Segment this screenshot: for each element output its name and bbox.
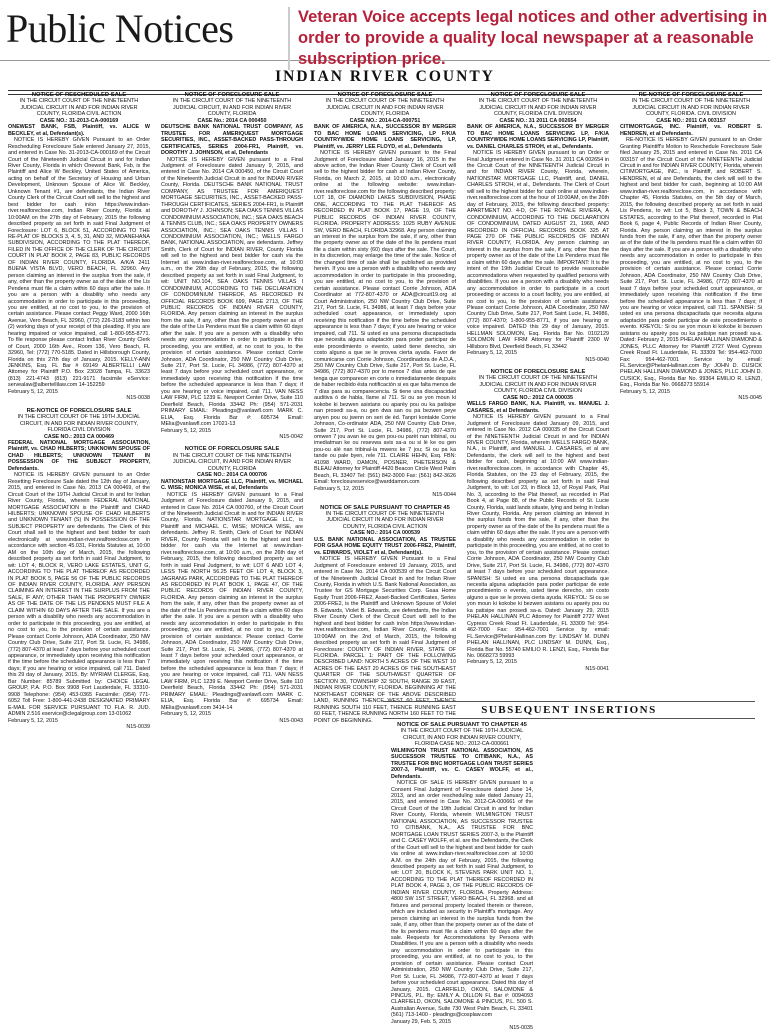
notice-case: CASE NO.: 2012 CA 000035 [503, 394, 573, 401]
column-1 [8, 92, 150, 1016]
notice-parties: BANK OF AMERICA, N.A., SUCCESSOR BY MERGER TO BAC HOME LOANS SERVICING, LP F/K/A COUNTRYWIDE HOME LOANS SERVICING, LP, Plaintiff, vs. JERRY LEE FLOYD, et al., Defendants [314, 124, 456, 150]
notice-title: RE-NOTICE OF FORECLOSURE SALE [638, 92, 744, 98]
notice-case: CASE NO.: 2014-CA-000751 [349, 117, 421, 124]
notice-case: CASE No.: 2014 CA 000450 [197, 117, 267, 124]
notice-parties: ONEWEST BANK, FSB, Plaintiff, vs. ALICE W BECKLEY, et al, Defendant(s). [8, 124, 150, 137]
notice [620, 92, 762, 402]
notice [161, 92, 303, 440]
notice-parties: DEUTSCHE BANK NATIONAL TRUST COMPANY, AS TRUSTEE FOR AMERIQUEST MORTGAGE SECURITIES, INC., ASSET-BACKED PASS-THROUGH CERTIFICATES, SERIES 2004-FR1, Plaintiff, vs. DOROTHY J. JOHNSON, et al, Defendants [161, 124, 303, 157]
notice-date: February 5, 12, 2015 [314, 485, 365, 492]
notice [314, 92, 456, 499]
notice-body: NOTICE IS HEREBY GIVEN pursuant to the Final Judgment of Foreclosure dated January 16, 2015 in the above action, the Indian River County Clerk of Court will sell to the highest bidder for cash at Indian River County, Florida, on March 2, 2015, at 10:00 a.m., electronically online at the following website: www.indian-river.realforeclose.com for the following described property: LOT 18, OF DIAMOND LAKES SUBDIVISION, PHASE ONE, ACCORDING TO THE PLAT THEREOF AS RECORDED IN PLAT BOOK 17, PAGE 19, OF THE PUBLIC RECORDS OF INDIAN RIVER COUNTY, FLORIDA. PROPERTY ADDRESS: 1025 RUBY AVENUE SW, VERO BEACH, FLORIDA 32968. Any person claiming an interest in the surplus from the sale, if any, other than the property owner as of the date of the lis pendens must file a claim within sixty (60) days after the sale. The Court, in its discretion, may enlarge the time of the sale. Notice of the changed time of sale shall be published as provided herein. If you are a person with a disability who needs any accommodation in order to participate in this proceeding, you are entitled, at no cost to you, to the provision of certain assistance. Please contact Corrie Johnson, ADA Coordinator at 772-807-4370 or ADA@circuit19.org at Court Administration, 250 NW Country Club Drive, Suite 217, Port St. Lucie, FL 34986, at least 7 days before your scheduled court appearance, or immediately upon receiving this notification if the time before the scheduled appearance is less than 7 days; if you are hearing or voice impaired, call 711. Si usted es una persona discapacitada que necesita alguna adaptación para poder participar de este procedimiento o evento, usted tiene derecho, sin costo alguno a que se le provea cierta ayuda. Favor de comunicarse con Corrie Johnson, Coordinadora de A.D.A., 250 NW Country Club Drive, Suite 217, Port St. Lucie, FL 34986, (772) 807-4370 por lo menos 7 días antes de que tenga que comparecer en corte o inmediatamente después de haber recibido ésta notificación si es que falta menos de 7 días para su comparecencia. Si tiene una discapacidad auditiva ó de habla, llame al 711. Si ou se yon moun ki kokobe ki bezwen asistans ou aparèy pou ou ka patisipe nan prosedi sa-a, ou gen dwa san ou pa bezwen peye anyen pou ou jwenn on seri de èd. Tanpri kontakte Corrie Johnson, Co-ordinator ADA, 250 NW Country Club Drive, Suite 217, Port St. Lucie, FL 34986, (772) 807-4370 omwen 7 jou avan ke ou gen pou-ou parèt nan tribinal, ou imediatman ke ou resevwa avis sa-a ou si lè ke ou gen pou-ou alé nan tribinal-la mwens ke 7 jou; Si ou pa ka tande ou pale byen, rele 711. CLAIRE HEHN, Esq. FBN: 41098 WARD, DAMON, POSNER, PHETERSON & BLEAU Attorney for Plaintiff 4420 Beacon Circle West Palm Beach, FL 33407 Tel: (561) 842-3000 Fax: (561) 842-3626 Email: foreclosureservice@warddamon.com [314, 150, 456, 486]
notice-title: NOTICE OF FORECLOSURE SALE [490, 92, 586, 98]
notice-code: N15-0044 [432, 492, 456, 499]
notice-case: CASE NO.: 31 2011 CA 002654 [499, 117, 577, 124]
notice-case: CASE NO.: 2011 CA 003157 [656, 117, 726, 124]
notice-parties: CITIMORTGAGE, INC. Plaintiff, vs. ROBERT S. HENDREN, et al Defendants. [620, 124, 762, 137]
notice-body: NOTICE IS HEREBY GIVEN pursuant to a Final Judgment of Foreclosure dated January 09, 2015, and entered in Case No. 2012 CA 000035 of the Circuit Court of the NINETEENTH Judicial Circuit in and for INDIAN RIVER COUNTY, Florida, wherein WELLS FARGO BANK, N.A., is Plaintiff, and MANUEL J. CASARES, et al are Defendants, the clerk will sell to the highest and best bidder for cash, beginning at 10:00 AM www.indian-river.realforeclose.com, in accordance with Chapter 45, Florida Statutes, on the 23 day of February, 2015, the following described property as set forth in said Final Judgment, to wit: Lot 23, in Block 13, of Royal Park, Plat No. 3, according to the Plat thereof, as recorded in Plat Book 4, at Page 88, of the Public Records of St. Lucie County, Florida, said lands situate, lying and being in Indian River County, Florida. Any person claiming an interest in the surplus funds from the sale, if any, other than the property owner as of the date of the lis pendens must file a claim within 60 days after the sale. If you are a person with a disability who needs any accommodation in order to participate in this proceeding, you are entitled, at no cost to you, to the provision of certain assistance. Please contact Corrie Johnson, ADA Coordinator, 250 NW Country Club Drive, Suite 217, Port St. Lucie, FL 34986, (772) 807-4370 at least 7 days before your scheduled court appearance. SPANISH: Si usted es una persona discapacitada que necesita alguna adaptación para poder participar de este procedimiento o evento, usted tiene derecho, sin costo alguno a que se le provea cierta ayuda. KREYOL: Si ou se yon moun ki kokobe ki bezwen asistans ou aparèy pou ou ka patisipe nan prosedi sa-a. Dated: January 29, 2015 PHELAN HALLINAN PLC Attorney for Plaintiff 2727 West Cypress Creek Road Ft. Lauderdale, FL 33309 Tel: 954-462-7000 Fax: 954-462-7001 Service by email: FL.Service@PhelanHallinan.com By: LINDSAY M. DUNN PHELAN HALLINAN, PLC LINDSAY M. DUNN, Esq., Florida Bar No. 55740 EMILIO R. LENZI, Esq., Florida Bar No. 0668273 59993 [467, 414, 609, 659]
notice-parties: BANK OF AMERICA, N.A., SUCCESSOR BY MERGER TO BAC HOME LOANS SERVICING LP, F/K/A COUNTRYWIDE HOME LOANS SERVICING LP, Plaintiff, vs. DANIEL CHARLES STROH, et al., Defendants. [467, 124, 609, 150]
notice-court: IN THE CIRCUIT COURT OF THE 19TH JUDICIAL CIRCUIT, IN AND FOR INDIAN RIVER COUNTY, FLORIDA CIVIL DIVISION [17, 414, 141, 434]
notice-court: IN THE CIRCUIT COURT OF THE NINETEENTH JUDICIAL CIRCUIT, IN AND FOR INDIAN RIVER COUNTY, FLORIDA [172, 98, 292, 118]
notice-date: February 5, 12, 2015 [467, 350, 518, 357]
notice [161, 446, 303, 723]
notice-date: February 5, 12, 2015 [161, 427, 212, 434]
notice-code: N15-0035 [509, 1025, 533, 1032]
notice-parties: WILMINGTON TRUST NATIONAL ASSOCIATION, AS SUCCESSOR TRUSTEE TO CITIBANK, N.A., AS TRUSTEE FOR BNC MORTGAGE LOAN TRUST SERIES 2007-3, Plaintiff, vs. C. CASEY WOLFF, et al., Defendants. [391, 747, 533, 780]
notice-body: NOTICE IS HEREBY GIVEN pursuant to a Final Judgment of Foreclosure dated January 9, 2015, and entered in Case No. 2014 CA 000450, of the Circuit Court of the Nineteenth Judicial Circuit in and for INDIAN RIVER County, Florida. DEUTSCHE BANK NATIONAL TRUST COMPANY, AS TRUSTEE FOR AMERIQUEST MORTGAGE SECURITIES, INC., ASSET-BACKED PASS-THROUGH CERTIFICATES, SERIES 2004-FR1, is Plaintiff and DOROTHY J. JOHNSON; SEA OAKS TENNIS VILLAS CONDOMINIUM ASSOCIATION, INC.; SEA OAKS BEACH & TENNIS CLUB, INC.; SEA OAKS PROPERTY OWNERS ASSOCIATION, INC.; SEA OAKS TENNIS VILLAS I CONDOMINIUM ASSOCIATION, INC.; WELLS FARGO BANK, NATIONAL ASSOCIATION, are defendants. Jeffrey Smith, Clerk of Court for INDIAN RIVER, County Florida will sell to the highest and best bidder for cash via the Internet at www.indian-river.realforeclose.com, at 10:00 a.m., on the 26th day of February, 2015, the following described property as set forth in said Final Judgment, to wit: UNIT NO.104, SEA OAKS TENNIS VILLAS I CONDOMINIUM, ACCORDING TO THE DECLARATION OF CONDOMINIUM THEREOF, AS RECORDED IN OFFICIAL RECORDS BOOK 699, PAGE 2713, OF THE PUBLIC RECORDS OF INDIAN RIVER COUNTY, FLORIDA. Any person claiming an interest in the surplus from the sale, if any, other than the property owner as of the date of the Lis Pendens must file a claim within 60 days after the sale. If you are a person with a disability who needs any accommodation in order to participate in this proceeding, you are entitled, at no cost to you, to the provision of certain assistance. Please contact Corrie Johnson, ADA Coordinator, 250 NW Country Club Drive, Suite 217, Port St. Lucie, FL 34986, (772) 807-4370 at least 7 days before your scheduled court appearance, or immediately upon receiving this notification if the time before the scheduled appearance is less than 7 days; if you are hearing or voice impaired, call 711. VAN NESS LAW FIRM, PLC 1239 E. Newport Center Drive, Suite 110 Deerfield Beach, Florida 33442 Ph: (954) 571-2031 PRIMARY EMAIL: Pleadings@vanlawfl.com MARK C. ELIA, Esq. Florida Bar #: 695734 Email: MElia@vanlawfl.com 17021-13 [161, 156, 303, 428]
notice-case: CASE NO.: 2014 CA 000539 [350, 530, 420, 537]
tagline: Veteran Voice accepts legal notices and other advertising in order to provide a quality local newspaper at a reasonable subscription price. [288, 7, 774, 70]
notice-court: IN THE CIRCUIT COURT OF THE 19TH JUDICIAL CIRCUIT, IN AND FOR INDIAN RIVER COUNTY, FLORIDA CASE NO.: 2012-CA-000661 [400, 728, 524, 748]
subsequent-insertions-heading: SUBSEQUENT INSERTIONS [383, 701, 755, 719]
notice [391, 722, 533, 1032]
notice-date: January 29, Feb. 5, 2015 [391, 1018, 451, 1025]
notice-case: CASE NO.: 31-2013-CA-000169 [39, 117, 119, 124]
notice-body: NOTICE OF SALE IS HEREBY GIVEN pursuant to a Consent Final Judgment of Foreclosure dated June 14, 2013, and an order rescheduling sale dated January 21, 2015, and entered in Case No. 2012-CA-000661 of the Circuit Court of the 19th Judicial Circuit in and for Indian River County, Florida, wherein WILMINGTON TRUST NATIONAL ASSOCIATION, AS SUCCESSOR TRUSTEE TO CITIBANK, N.A., AS TRUSTEE FOR BNC MORTGAGE LOAN TRUST SERIES 2007-3, is the Plaintiff and C. CASEY WOLFF, et al. are the Defendants, the Clerk of the Court will sell to the highest and best bidder for cash via online at www.indian-river.realforeclose.com at 10:00 A.M. on the 24th day of February, 2015, the following described property as set forth in said Final Judgment, to wit: LOT 20, BLOCK K, STEVENS PARK UNIT NO. 1, ACCORDING TO THE PLAT THEREOF RECORDED IN PLAT BOOK 4, PAGE 3, OF THE PUBLIC RECORDS OF INDIAN RIVER COUNTY, FLORIDA. Property Address: 4800 SW 1ST STREET, VERO BEACH, FL 32968. and all fixtures and personal property located therein or thereon, which are included as security in Plaintiff's mortgage. Any person claiming an interest in the surplus funds from the sale, if any, other than the property owner as of the date of the lis pendens must file a claim within 60 days after the sale. Requests for Accommodations by Persons with Disabilities. If you are a person with a disability who needs any accommodation in order to participate in this proceeding, you are entitled, at no cost to you, to the provision of certain assistance. Please contact Court Administration, 250 NW Country Club Drive, Suite 217, Port St. Lucie, FL 34986, 772-807-4370 at least 7 days before your scheduled court appearance. Dated this day of January, 2015. CLARFIELD, OKON, SALOMONE & PINCUS, P.L. By: EMILY A. DILLON FL Bar #: 0094093 CLARFIELD, OKON, SALOMONE & PINCUS, P.L. 500 S. Australian Avenue, Suite 730 West Palm Beach, FL 33401 (561) 713-1400 - pleadings@cosplaw.com [391, 780, 533, 1019]
notice-date: February 5, 12, 2015 [467, 659, 518, 666]
notice-code: N15-0038 [126, 395, 150, 402]
notice-date: February 5, 12, 2015 [8, 388, 59, 395]
notice-title: NOTICE OF FORECLOSURE SALE [490, 369, 586, 376]
masthead [0, 0, 770, 68]
notice-body: NOTICE IS HEREBY GIVEN pursuant to an Order Resetting Foreclosure Sale dated the 12th day of January, 2015, and entered in Case No. 2013 CA 000469, of the Circuit Court of the 19TH Judicial Circuit in and for Indian River County, Florida, wherein FEDERAL NATIONAL MORTGAGE ASSOCIATION is the Plaintiff and CHAD HILBERTS; UNKNOWN SPOUSE OF CHAD HILBERTS and UNKNOWN TENANT (S) IN POSSESSION OF THE SUBJECT PROPERTY are defendants. The Clerk of this Court shall sell to the highest and best bidder for cash electronically at www.indian-river.realforeclose.com in accordance with section 45.031, Florida Statutes at, 10:00 AM on the 10th day of March, 2015, the following described property as set forth in said Final Judgment, to wit: LOT 4, BLOCK R, VERO LAKE ESTATES, UNIT G, ACCORDING TO THE PLAT THEREOF AS RECORDED IN PLAT BOOK 5, PAGE 56 OF THE PUBLIC RECORDS OF INDIAN RIVER COUNTY, FLORIDA. ANY PERSON CLAIMING AN INTEREST IN THE SURPLUS FROM THE SALE, IF ANY, OTHER THAN THE PROPERTY OWNER AS OF THE DATE OF THE LIS PENDENS MUST FILE A CLAIM WITHIN 60 DAYS AFTER THE SALE. If you are a person with a disability who needs any accommodation in order to participate in this proceeding, you are entitled, at no cost to you, to the provision of certain assistance. Please contact Corrie Johnson, ADA Coordinator, 250 NW Country Club Drive, Suite 217, Port St. Lucie, FL 34986, (772) 807-4370 at least 7 days before your scheduled court appearance, or immediately upon receiving this notification if the time before the scheduled appearance is less than 7 days; if you are hearing or voice impaired, call 711. Dated this 29 day of January, 2015. By: MYRIAM CLERGE, Esq. Bar Number: 85789 Submitted by: CHOICE LEGAL GROUP, P.A. P.O. Box 9908 Fort Lauderdale, FL 33310-9908 Telephone: (954) 453-0365 Facsimile: (954) 771-6052 Toll Free: 1-800-441-2438 DESIGNATED PRIMARY E-MAIL FOR SERVICE PURSUANT TO FLA. R. JUD. ADMIN 2.516 eservice@clegalgroup.com 13-01062 [8, 472, 150, 718]
brand-title: Public Notices [6, 6, 234, 51]
county-heading: INDIAN RIVER COUNTY [275, 68, 495, 85]
notice-title: NOTICE OF SALE PURSUANT TO CHAPTER 45 [320, 504, 450, 511]
notice-court: IN THE CIRCUIT COURT OF THE NINETEENTH JUDICIAL CIRCUIT IN AND FOR INDIAN RIVER COUNTY, FLORIDA. CIVIL DIVISION [631, 98, 751, 118]
notice-court: IN THE CIRCUIT COURT OF THE NINETEENTH JUDICIAL CIRCUIT, IN AND FOR INDIAN RIVER COUNTY, FLORIDA [172, 452, 292, 472]
notice-body: RE-NOTICE IS HEREBY GIVEN pursuant to an Order Granting Plaintiff's Motion to Reschedule Foreclosure Sale filed January 25, 2015 and entered in Case No. 2011 CA 003157 of the Circuit Court of the NINETEENTH Judicial Circuit in and for INDIAN RIVER COUNTY, Florida, wherein CITIMORTGAGE, INC., is Plaintiff, and ROBERT S. HENDREN, et al are Defendants, the clerk will sell to the highest and best bidder for cash, beginning at 10:00 AM www.indian-river.realforeclose.com, in accordance with Chapter 45, Florida Statutes, on the 5th day of March, 2015, the following described property as set forth in said Lis Pendens, to wit: Lot 5, Block 3, TOWN & BEACH ESTATES, according to the Plat thereof, recorded in Plat Book 6, page 4, Public Records of Indian River County, Florida. Any person claiming an interest in the surplus funds from the sale, if any, other than the property owner as of the date of the lis pendens must file a claim within 60 days after the sale. If you are a person with a disability who needs any accommodation in order to participate in this proceeding, you are entitled, at no cost to you, to the provision of certain assistance. Please contact Corrie Johnson, ADA Coordinator, 250 NW Country Club Drive, Suite 217, Port St. Lucie, FL 34986, (772) 807-4370 at least 7 days before your scheduled court appearance, or immediately upon receiving this notification if the time before the scheduled appearance is less than 7 days; if you are hearing or voice impaired, call 711. SPANISH: Si usted es una persona discapacitada que necesita alguna adaptación para poder participar de este procedimiento o evento. KREYOL: Si ou se yon moun ki kokobe ki bezwen asistans ou aparèy pou ou ka patisipe nan prosedi sa-a. Dated: February 2, 2015 PHELAN HALLINAN DIAMOND & JONES, PLLC Attorney for Plaintiff 2727 West Cypress Creek Road Ft. Lauderdale, FL 33309 Tel: 954-462-7000 Fax: 954-462-7001 Service by email: FL.Service@PhelanHallinan.com By: JOHN D. CUSICK PHELAN HALLINAN DIAMOND & JONES, PLLC JOHN D. CUSICK, Esq., Florida Bar No. 99364 EMILIO R. LENZI, Esq., Florida Bar No. 0668273 55914 [620, 137, 762, 389]
notice-body: NOTICE IS HEREBY GIVEN pursuant to an Order or Final Judgment entered in Case No. 31 2011 CA 002654 in the Circuit Court of the NINETEENTH Judicial Circuit in and for INDIAN RIVER County, Florida, wherein, NATIONSTAR MORTGAGE LLC, Plaintiff, and, DANIEL CHARLES STROH, et al., Defendants. The Clerk of Court will sell to the highest bidder for cash online at www.indian-river.realforeclose.com at the hour of 10:00AM, on the 26th day of February, 2015, the following described property: APARTMENT NO. 4-D, OF THE ROYALE RIVIERA, A CONDOMINIUM, ACCORDING TO THE DECLARATION OF CONDOMINIUM, DATED AUGUST 21, 1968, AND RECORDED IN OFFICIAL RECORDS BOOK 325 AT PAGE 270 OF THE PUBLIC RECORDS OF INDIAN RIVER COUNTY, FLORIDA. Any person claiming an interest in the surplus from the sale, if any, other than the property owner as of the date of the Lis Pendens must file a claim within 60 days after the sale. IMPORTANT: It is the intent of the 19th Judicial Circuit to provide reasonable accommodations when requested by qualified persons with disabilities. If you are a person with a disability who needs any accommodation in order to participate in a court proceeding or access to a court facility, you are entitled, at no cost to you, to the provision of certain assistance. Please contact Corrie Johnson, ADA Coordinator, 250 NW Country Club Drive, Suite 217, Port Saint Lucie, FL 34986, (772) 807-4370; 1-800-955-8771, if you are hearing or voice impaired. DATED this 29 day of January, 2015. HELLMAN SOLOMON, Esq. Florida Bar No. 0102129 SOLOMON LAW FIRM Attorney for Plaintiff 2300 W Hillsboro Blvd, Deerfield Beach, FL 33442 [467, 150, 609, 350]
notice [467, 92, 609, 363]
notice-code: N15-0039 [126, 723, 150, 730]
notice-title: RE-NOTICE OF FORECLOSURE SALE [26, 407, 132, 414]
notice-case: CASE NO.: 2013 CA 000469 [44, 433, 114, 440]
notice-body: NOTICE IS HEREBY GIVEN Pursuant to an Order Rescheduling Foreclosure Sale entered January 27, 2015, and entered in Case No. 31-2013-CA-000169 of the Circuit Court of the Nineteenth Judicial Circuit in and for Indian River County, Florida in which Onewest Bank, Fsb, is the Plaintiff and Alice W Beckley, United States of America, acting on behalf of the Secretary of Housing and Urban Development, Unknown Spouse of Alice W. Beckley, Unknown Tenant #1, are defendants, the Indian River County Clerk of the Circuit Court will sell to the highest and best bidder for cash in/on https://www.indian-river.realforeclose.com, Indian River County, Florida at 10:00AM on the 27th day of February, 2015 the following described property as set forth in said Final Judgment of Foreclosure: LOT 6, BLOCK 51, ACCORDING TO THE RE-PLAT OF BLOCKS 3, 4, 5, 31, AND 32, MOANEHANA SUBDIVISION, ACCORDING TO THE PLAT THEREOF, FILED IN THE OFFICE OF THE CLERK OF THE CIRCUIT COURT IN PLAT BOOK 2, PAGE 83, PUBLIC RECORDS OF INDIAN RIVER COUNTY, FLORIDA. A/K/A 2411 BUENA VISTA BLVD, VERO BEACH, FL 32960. Any person claiming an interest in the surplus from the sale, if any, other than the property owner as of the date of the Lis Pendens must file a claim within 60 days after the sale. If you are a person with a disability who needs any accommodation in order to participate in this proceeding, you are entitled, at no cost to you, to the provision of certain assistance. Please contact Peggy Ward, 2000 16th Avenue, Vero Beach, FL 32960, (772) 226-3183 within two (2) working days of your receipt of this pleading. If you are hearing impaired or voice impaired, call 1-800-955-8771. To file response please contact Indian River County Clerk of Court, 2000 16th Ave., Room 136, Vero Beach, FL 32960, Tel: (772) 770-5185. Dated in Hillsborough County, Florida on this 27th day of January, 2015. KELLY-ANN JENKINS, Esq. FL Bar # 69149 ALBERTELLI LAW Attorney for Plaintiff P.O. Box 23028 Tampa, FL 33623 (813) 221-4743 (813) 221-9171 facsimile eService: servealaw@albertellilaw.com 14-152259 [8, 137, 150, 389]
notice-code: N15-0045 [738, 395, 762, 402]
notice-body: NOTICE IS HEREBY GIVEN Pursuant to a Final Judgment of Foreclosure entered 19 January, 2015, and entered in Case No. 2014 CA 000539 of the Circuit Court of the Nineteenth Judicial Circuit in and for Indian River County, Florida in which U.S. Bank National Association, as Trustee for GS Mortgage Securities Corp. Gsaa Home Equity Trust 2006-FRE2, Asset-Backed Certificates, Series 2006-FRE2, is the Plaintiff and Unknown Spouse of Violet B. Edwards, Violet B. Edwards, are defendants, the Indian River County Clerk of the Circuit Court will sell to the highest and best bidder for cash in/on https://www.indian-river.realforeclose.com, Indian River County, Florida at 10:00AM on the 2nd of March, 2015, the following described property as set forth in said Final Judgment of Foreclosure: COUNTY OF INDIAN RIVER, STATE OF FLORIDA. PARCEL 1: PART OF THE FOLLOWING DESCRIBED LAND: NORTH 5 ACRES OF THE WEST 10 ACRES OF THE EAST 20 ACRES OF THE SOUTHEAST QUARTER OF THE SOUTHWEST QUARTER OF SECTION 30, TOWNSHIP 32 SOUTH, RANGE 39 EAST, INDIAN RIVER COUNTY, FLORIDA. BEGINNING AT THE NORTHEAST CORNER OF THE ABOVE DESCRIBED LAND, RUNNING THENCE WEST 60 FEET, THENCE RUNNING SOUTH 110 FEET, THENCE RUNNING EAST 60 FEET, THENCE RUNNING NORTH 160 FEET TO THE POINT OF BEGINNING. [314, 556, 456, 724]
notice-title: NOTICE OF RESCHEDULED SALE [31, 92, 127, 98]
notice [314, 505, 456, 724]
notice [8, 408, 150, 731]
column-5 [620, 92, 762, 1016]
notice-date: February 5, 12, 2015 [8, 717, 59, 724]
notice-code: N15-0040 [585, 356, 609, 363]
notice-parties: U.S. BANK NATIONAL ASSOCIATION, AS TRUSTEE FOR GSAA HOME EQUITY TRUST 2006-FRE2, Plaintiff, vs. EDWARDS, VIOLET et al, Defendant(s). [314, 536, 456, 556]
notice [8, 92, 150, 402]
notice-case: CASE NO.: 2014 CA 000706 [197, 472, 267, 479]
notice-court: IN THE CIRCUIT COURT OF THE NINETEENTH JUDICIAL CIRCUIT IN AND FOR INDIAN RIVER COUNTY, FLORIDA [325, 98, 445, 118]
column-2 [161, 92, 303, 1016]
notice-date: February 5, 12, 2015 [620, 388, 671, 395]
notices-columns [8, 92, 762, 1016]
notice-body: NOTICE IS HEREBY GIVEN pursuant to a Final Judgment of Foreclosure dated January 9, 2015, and entered in Case No. 2014 CA 000760, of the Circuit Court of the Nineteenth Judicial Circuit in and for INDIAN RIVER County, Florida. NATIONSTAR MORTGAGE LLC, is Plaintiff and MICHAEL C. WISE; MONICA WISE, are defendants. Jeffrey R. Smith, Clerk of Court for INDIAN RIVER, County Florida will sell to the highest and best bidder for cash via the Internet at www.indian-river.realforeclose.com, at 10:00 a.m., on the 26th day of February, 2015, the following described property as set forth in said Final Judgment, to wit: LOT 6 AND LOT 4, LESS THE NORTH 56.25 FEET OF LOT 4, BLOCK 3, JAGRANG PARK, ACCORDING TO THE PLAT THEREOF AS RECORDED IN PLAT BOOK 1, PAGE 47, OF THE PUBLIC RECORDS OF INDIAN RIVER COUNTY, FLORIDA. Any person claiming an interest in the surplus from the sale, if any, other than the property owner as of the date of the Lis Pendens must file a claim within 60 days after the sale. If you are a person with a disability who needs any accommodation in order to participate in this proceeding, you are entitled, at no cost to you, to the provision of certain assistance. Please contact Corrie Johnson, ADA Coordinator, 250 NW Country Club Drive, Suite 217, Port St. Lucie, FL 34986, (772) 807-4370 at least 7 days before your scheduled court appearance, or immediately upon receiving this notification if the time before the scheduled appearance is less than 7 days; if you are hearing or voice impaired, call 711. VAN NESS LAW FIRM, PLC 1239 E. Newport Center Drive, Suite 110 Deerfield Beach, Florida 33442 Ph: (954) 571-2031 PRIMARY EMAIL: Pleadings@vanlawfl.com MARK C. ELIA, Esq. Florida Bar #: 695734 Email: MElia@vanlawfl.com 3414-14 [161, 491, 303, 711]
notice-court: IN THE CIRCUIT COURT OF THE NINETEENTH JUDICIAL CIRCUIT IN AND FOR INDIAN RIVER COUNTY, FLORIDA CIVIL ACTION [325, 511, 445, 530]
notice-court: IN THE CIRCUIT COURT OF THE NINETEENTH JUDICIAL CIRCUIT IN AND FOR INDIAN RIVER COUNTY, FLORIDA CIVIL DIVISION [478, 375, 598, 395]
notice-title: NOTICE OF SALE PURSUANT TO CHAPTER 45 [397, 722, 527, 728]
notice-title: NOTICE OF FORECLOSURE SALE [337, 92, 433, 98]
notice-court: IN THE CIRCUIT COURT OF THE NINETEENTH JUDICIAL CIRCUIT IN AND FOR INDIAN RIVER COUNTY, FLORIDA CIVIL ACTION [19, 98, 139, 118]
column-subsequent [391, 722, 533, 1032]
notice-code: N15-0042 [279, 434, 303, 441]
notice [467, 369, 609, 672]
notice-title: NOTICE OF FORECLOSURE SALE [184, 92, 280, 98]
notice-date: February 5, 12, 2015 [161, 711, 212, 718]
notice-parties: WELLS FARGO BANK, N.A. Plaintiff, vs. MANUEL J. CASARES, et al Defendants. [467, 401, 609, 414]
notice-code: N15-0041 [585, 665, 609, 672]
notice-code: N15-0043 [279, 717, 303, 724]
notice-parties: FEDERAL NATIONAL MORTGAGE ASSOCIATION, Plaintiff, vs. CHAD HILBERTS; UNKNOWN SPOUSE OF CHAD HILBERTS; UNKNOWN TENANT IN POSSESSION OF THE SUBJECT PROPERTY, Defendants. [8, 440, 150, 472]
notice-title: NOTICE OF FORECLOSURE SALE [184, 446, 280, 453]
notice-parties: NATIONSTAR MORTGAGE LLC, Plaintiff, vs. MICHAEL C. WISE; MONICA WISE, et al, Defendants [161, 478, 303, 492]
notice-court: IN THE CIRCUIT COURT OF THE NINETEENTH JUDICIAL CIRCUIT IN AND FOR INDIAN RIVER COUNTY, FLORIDA CIVIL DIVISION [478, 98, 598, 118]
